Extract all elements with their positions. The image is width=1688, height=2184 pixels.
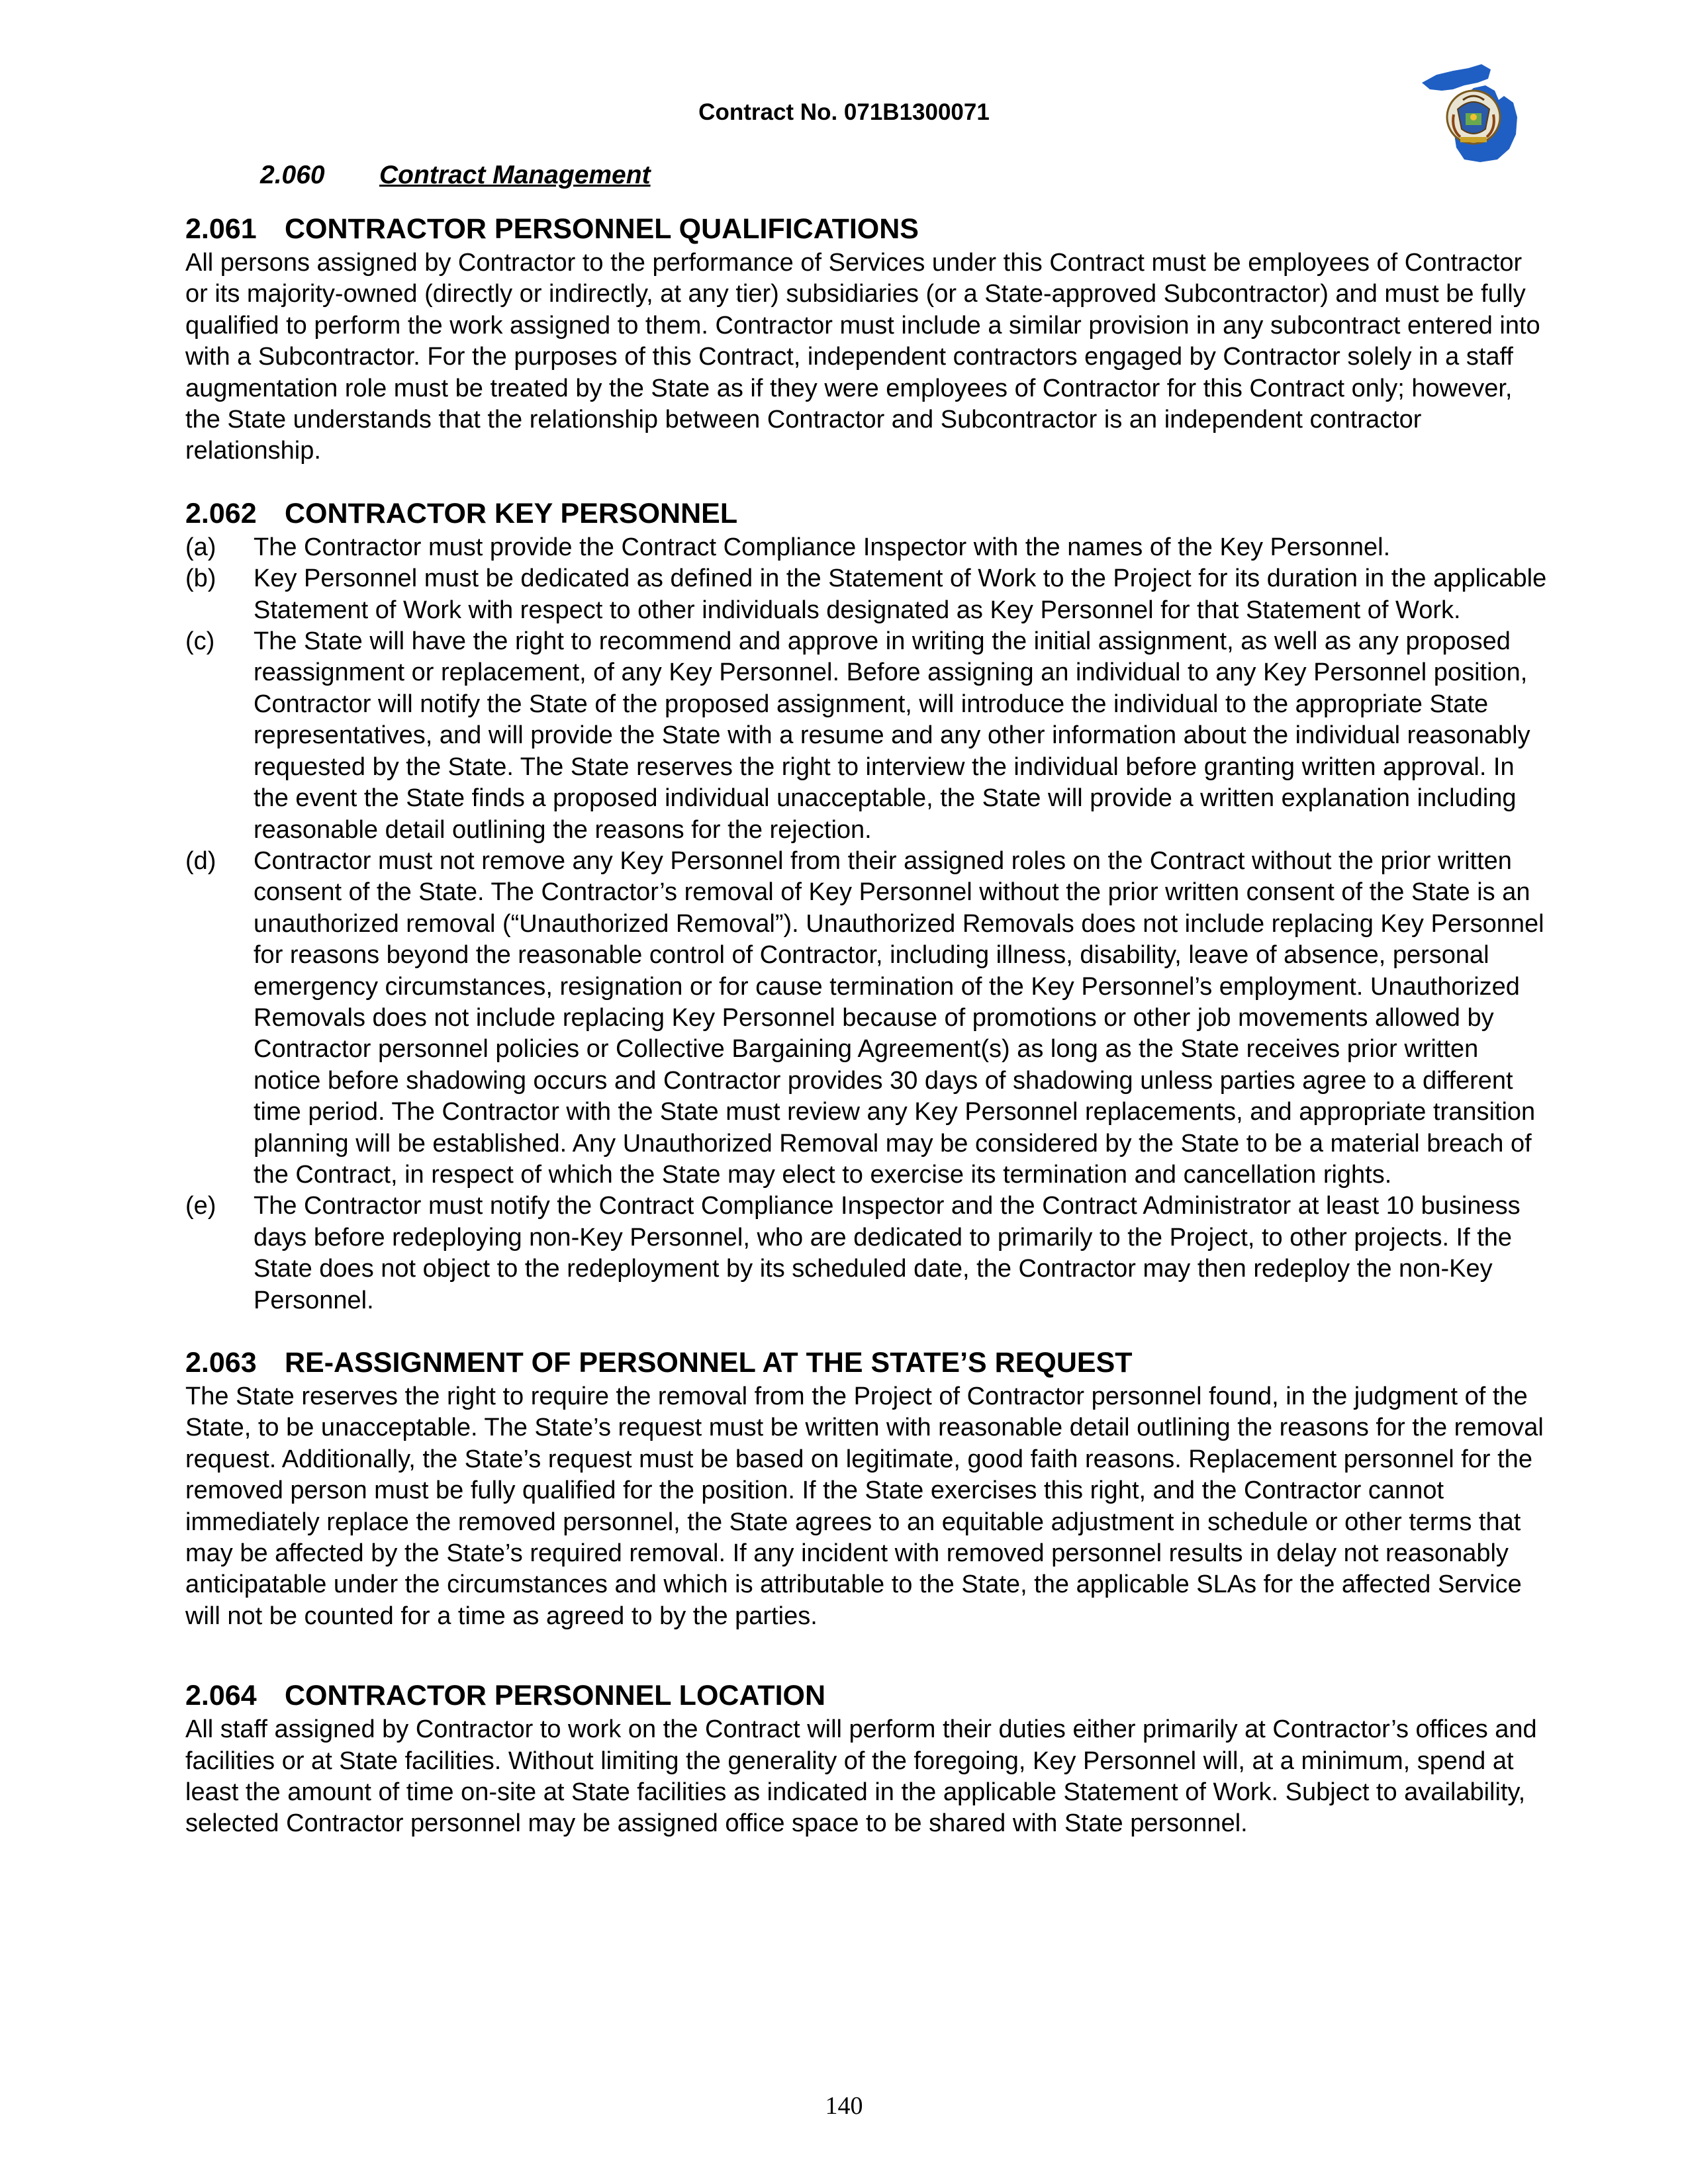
section-2064: [185, 1678, 1549, 1840]
section-title: CONTRACTOR KEY PERSONNEL: [285, 497, 738, 529]
section-title: RE-ASSIGNMENT OF PERSONNEL AT THE STATE’S REQUEST: [285, 1347, 1133, 1379]
list-item-label: (c): [185, 627, 215, 656]
spacer: [185, 1632, 1549, 1678]
section-number: 2.063: [185, 1347, 257, 1379]
section-2063: [185, 1345, 1549, 1632]
list-item-text: The Contractor must provide the Contract Compliance Inspector with the names of the Key Personnel.: [254, 533, 1391, 561]
list-item-text: Contractor must not remove any Key Personnel from their assigned roles on the Contract without the prior written consent of the State. The Contractor’s removal of Key Personnel without the prior written consent of the State is an unauthorized removal (“Unauthorized Removal”). Unauthorized Removals does not include replacing Key Personnel for reasons beyond the reasonable control of Contractor, including illness, disability, leave of absence, personal emergency circumstances, resignation or for cause termination of the Key Personnel’s employment. Unauthorized Removals does not include replacing Key Personnel because of promotions or other job movements allowed by Contractor personnel policies or Collective Bargaining Agreement(s) as long as the State receives prior written notice before shadowing occurs and Contractor provides 30 days of shadowing unless parties agree to a different time period. The Contractor with the State must review any Key Personnel replacements, and appropriate transition planning will be established. Any Unauthorized Removal may be considered by the State to be a material breach of the Contract, in respect of which the State may elect to exercise its termination and cancellation rights.: [254, 846, 1544, 1189]
section-body: All persons assigned by Contractor to the performance of Services under this Contract must be employees of Contractor or its majority-owned (directly or indirectly, at any tier) subsidiaries (or a State-approved Subcontractor) and must be fully qualified to perform the work assigned to them. Contractor must include a similar provision in any subcontract entered into with a Subcontractor. For the purposes of this Contract, independent contractors engaged by Contractor solely in a staff augmentation role must be treated by the State as if they were employees of Contractor for this Contract only; however, the State understands that the relationship between Contractor and Subcontractor is an independent contractor relationship.: [185, 249, 1540, 465]
section-heading: [185, 1678, 1549, 1713]
section-number: 2.064: [185, 1680, 257, 1712]
list-item-label: (d): [185, 846, 216, 875]
document-body: [185, 212, 1549, 1840]
list-item-label: (a): [185, 533, 216, 561]
section-body: The State reserves the right to require the removal from the Project of Contractor personnel found, in the judgment of the State, to be unacceptable. The State’s request must be written with reasonable detail outlining the reasons for the removal request. Additionally, the State’s request must be based on legitimate, good faith reasons. Replacement personnel for the removed person must be fully qualified for the position. If the State exercises this right, and the Contractor cannot immediately replace the removed personnel, the State agrees to an equitable adjustment in schedule or other terms that may be affected by the State’s required removal. If any incident with removed personnel results in delay not reasonably anticipatable under the circumstances and which is attributable to the State, the applicable SLAs for the affected Service will not be counted for a time as agreed to by the parties.: [185, 1383, 1544, 1630]
list-item: [185, 1191, 1549, 1316]
section-2061: [185, 212, 1549, 467]
list-item-label: (e): [185, 1192, 216, 1220]
section-heading: [185, 496, 1549, 531]
section-title: CONTRACTOR PERSONNEL LOCATION: [285, 1680, 826, 1712]
list-item: [185, 846, 1549, 1191]
contract-number: Contract No. 071B1300071: [698, 99, 990, 125]
subsection-title: Contract Management: [379, 161, 651, 189]
section-heading: [185, 1345, 1549, 1380]
list-item: [185, 563, 1549, 626]
key-personnel-list: [185, 532, 1549, 1316]
subsection-number: 2.060: [260, 161, 325, 189]
section-heading: [185, 212, 1549, 246]
list-item: [185, 626, 1549, 846]
section-number: 2.062: [185, 497, 257, 529]
spacer: [185, 467, 1549, 496]
section-number: 2.061: [185, 213, 257, 245]
page-number: 140: [825, 2092, 863, 2120]
list-item: [185, 532, 1549, 563]
list-item-text: Key Personnel must be dedicated as defined in the Statement of Work to the Project for its duration in the applicable Statement of Work with respect to other individuals designated as Key Personnel for that Statement of Work.: [254, 565, 1547, 624]
spacer: [185, 1316, 1549, 1345]
list-item-label: (b): [185, 565, 216, 593]
subsection-heading: [260, 161, 651, 190]
list-item-text: The State will have the right to recommend and approve in writing the initial assignment, as well as any proposed reassignment or replacement, of any Key Personnel. Before assigning an individual to any Key Personnel position, Contractor will notify the State of the proposed assignment, will introduce the individual to the appropriate State representatives, and will provide the State with a resume and any other information about the individual reasonably requested by the State. The State reserves the right to interview the individual before granting written approval. In the event the State finds a proposed individual unacceptable, the State will provide a written explanation including reasonable detail outlining the reasons for the rejection.: [254, 627, 1530, 844]
list-item-text: The Contractor must notify the Contract Compliance Inspector and the Contract Administrator at least 10 business days before redeploying non-Key Personnel, who are dedicated to primarily to the Project, to other projects. If the State does not object to the redeployment by its scheduled date, the Contractor may then redeploy the non-Key Personnel.: [254, 1192, 1521, 1314]
section-title: CONTRACTOR PERSONNEL QUALIFICATIONS: [285, 213, 919, 245]
section-body: All staff assigned by Contractor to work on the Contract will perform their duties either primarily at Contractor’s offices and facilities or at State facilities. Without limiting the generality of the foregoing, Key Personnel will, at a minimum, spend at least the amount of time on-site at State facilities as indicated in the applicable Statement of Work. Subject to availability, selected Contractor personnel may be assigned office space to be shared with State personnel.: [185, 1715, 1537, 1838]
michigan-state-seal-icon: [1417, 56, 1523, 165]
section-2062: [185, 496, 1549, 1316]
